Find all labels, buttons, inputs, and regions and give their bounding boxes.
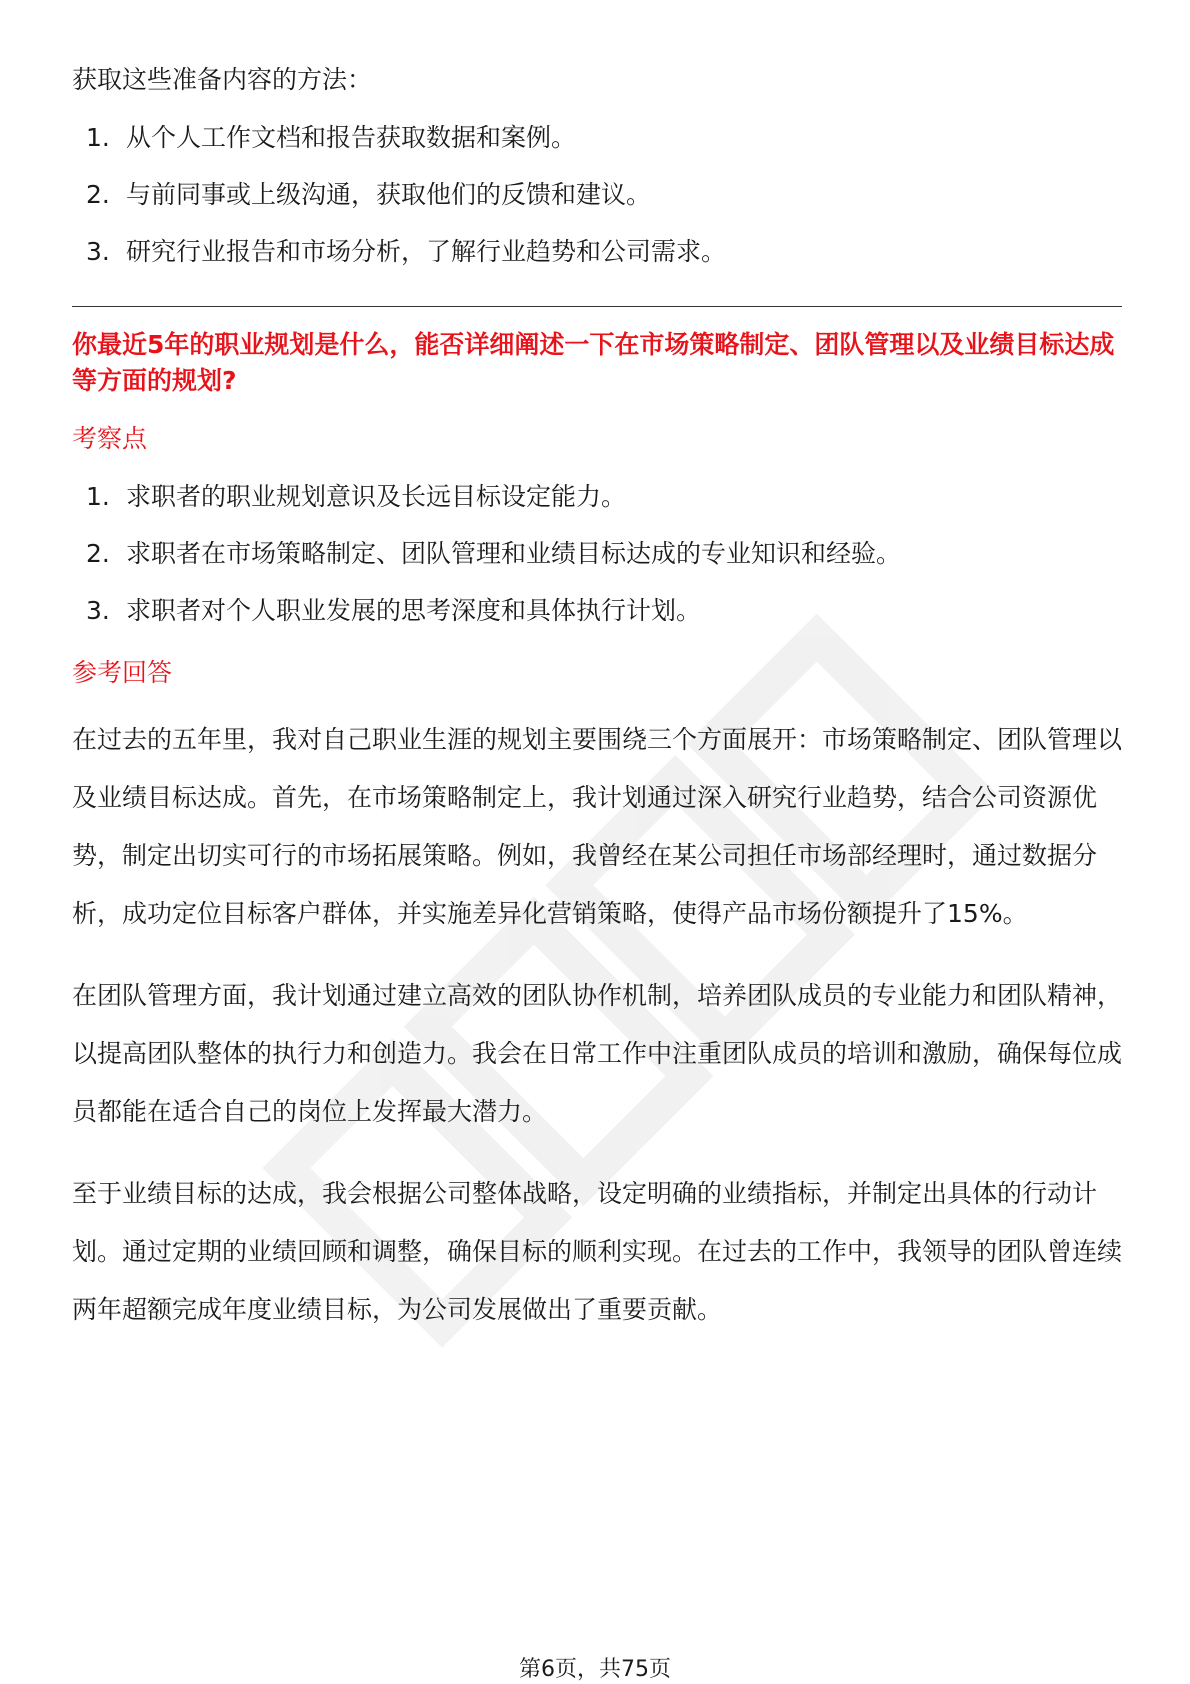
list-item <box>72 534 1122 574</box>
answer-paragraph: 在团队管理方面，我计划通过建立高效的团队协作机制，培养团队成员的专业能力和团队精神，以提高团队整体的执行力和创造力。我会在日常工作中注重团队成员的培训和激励，确保每位成员都能在适合自己的岗位上发挥最大潜力。 <box>72 981 1123 1126</box>
list-text: 与前同事或上级沟通，获取他们的反馈和建议。 <box>126 180 652 209</box>
intro-text: 获取这些准备内容的方法： <box>72 65 373 94</box>
list-text: 求职者的职业规划意识及长远目标设定能力。 <box>126 482 627 511</box>
answer-paragraph: 至于业绩目标的达成，我会根据公司整体战略，设定明确的业绩指标，并制定出具体的行动计划。通过定期的业绩回顾和调整，确保目标的顺利实现。在过去的工作中，我领导的团队曾连续两年超额完成年度业绩目标，为公司发展做出了重要贡献。 <box>72 1179 1123 1324</box>
list-number: 1. <box>86 123 110 152</box>
check-points-label: 考察点 <box>72 424 148 453</box>
methods-list <box>72 118 1122 272</box>
section-divider <box>72 306 1122 307</box>
list-number: 1. <box>86 482 110 511</box>
list-item <box>72 591 1122 631</box>
list-number: 3. <box>86 237 110 266</box>
question-heading: 你最近5年的职业规划是什么，能否详细阐述一下在市场策略制定、团队管理以及业绩目标达成等方面的规划? <box>72 330 1115 395</box>
check-points-list <box>72 477 1122 631</box>
answer-label: 参考回答 <box>72 658 173 687</box>
document-page <box>72 60 1122 1363</box>
list-number: 2. <box>86 539 110 568</box>
list-item <box>72 118 1122 158</box>
list-text: 求职者在市场策略制定、团队管理和业绩目标达成的专业知识和经验。 <box>126 539 902 568</box>
list-text: 从个人工作文档和报告获取数据和案例。 <box>126 123 577 152</box>
list-text: 研究行业报告和市场分析，了解行业趋势和公司需求。 <box>126 237 727 266</box>
list-number: 2. <box>86 180 110 209</box>
answer-paragraph: 在过去的五年里，我对自己职业生涯的规划主要围绕三个方面展开：市场策略制定、团队管理以及业绩目标达成。首先，在市场策略制定上，我计划通过深入研究行业趋势，结合公司资源优势，制定出切实可行的市场拓展策略。例如，我曾经在某公司担任市场部经理时，通过数据分析，成功定位目标客户群体，并实施差异化营销策略，使得产品市场份额提升了15%。 <box>72 725 1123 928</box>
list-text: 求职者对个人职业发展的思考深度和具体执行计划。 <box>126 596 702 625</box>
list-item <box>72 232 1122 272</box>
list-item <box>72 175 1122 215</box>
list-number: 3. <box>86 596 110 625</box>
page-number: 第6页，共75页 <box>519 1657 671 1682</box>
list-item <box>72 477 1122 517</box>
